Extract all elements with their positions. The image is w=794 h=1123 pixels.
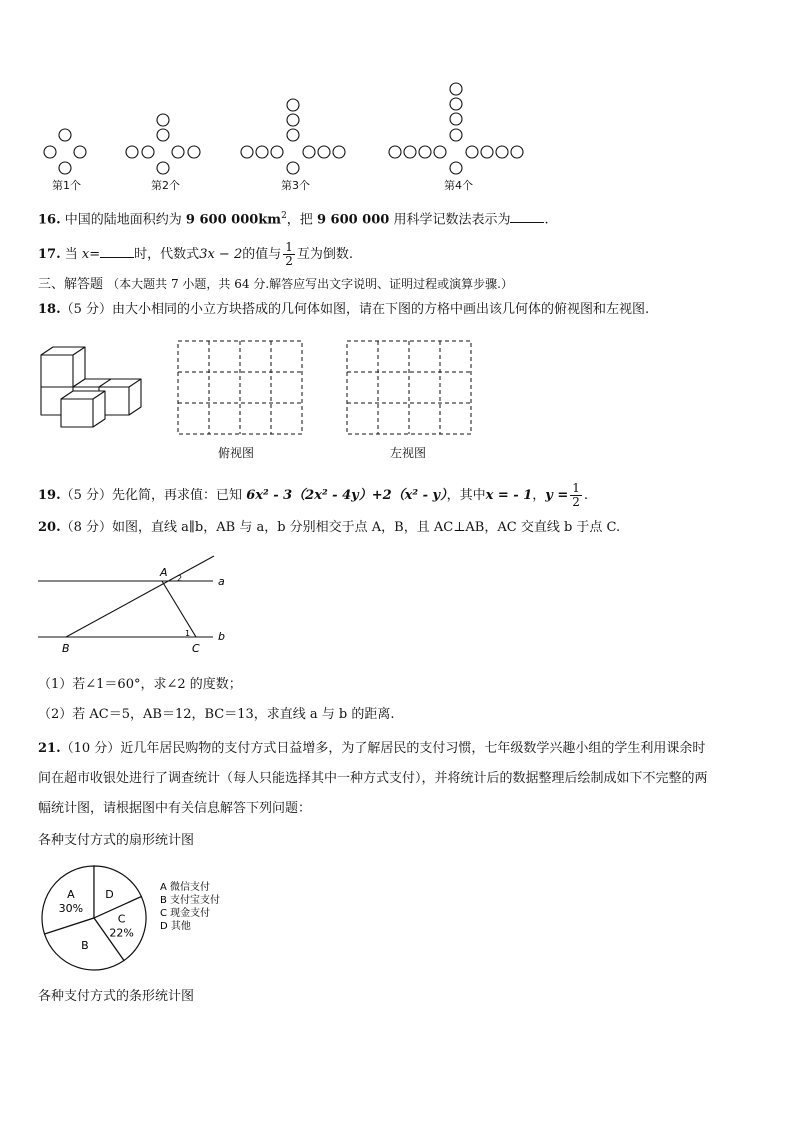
q16-sup: 2 [281,211,287,221]
q17-expr: 3x − 2 [199,247,243,262]
answer-blank[interactable] [510,210,544,223]
pie-legend-item: C 现金支付 [160,908,211,919]
section-title: 三、解答题 [38,277,104,292]
pie-chart-title: 各种支付方式的扇形统计图 [38,833,195,848]
points: （5 分） [60,302,113,317]
question-17 [38,241,353,268]
pattern-label-3: 第3个 [281,179,310,192]
points: （5 分） [60,488,113,503]
fraction: $\frac{1}{2}$ [572,481,580,509]
question-number: 18. [38,302,61,317]
question-18 [38,301,649,319]
q21-line-1: 近几年居民购物的支付方式日益增多，为了解居民的支付习惯，七年级数学兴趣小组的学生利用课余时 [120,741,706,756]
angle-1-label: 1 [185,629,191,638]
pie-legend-item: D 其他 [160,921,191,932]
left-view-label: 左视图 [390,446,427,460]
pie-slice-label-d: D [105,887,114,901]
question-number: 20. [38,520,61,535]
q17-var: x [81,247,90,262]
question-20-part-1: （1）若∠1＝60°，求∠2 的度数； [38,677,242,692]
parallel-lines-figure [38,552,238,657]
pie-chart [38,862,258,974]
pie-slice-label-b: B [81,939,89,953]
q19-cond-x: x = - 1 [485,488,533,503]
q17-text-c: 的值与 [242,247,282,262]
question-number: 16. [38,212,61,228]
pie-legend-item: B 支付宝支付 [160,895,221,906]
q17-text-b: 时，代数式 [134,247,200,262]
q21-line-3: 幅统计图，请根据图中有关信息解答下列问题： [38,801,312,816]
pie-slice-value-a: 30% [58,902,84,916]
point-a-label: A [160,566,168,579]
top-view-label: 俯视图 [218,446,255,460]
q19-text: 先化简，再求值：已知 [112,488,243,503]
q18-text: 由大小相同的小立方块搭成的几何体如图，请在下图的方格中画出该几何体的俯视图和左视图. [112,302,650,317]
q19-sep: ， [532,488,546,503]
q21-line-2: 间在超市收银处进行了调查统计（每人只能选择其中一种方式支付），并将统计后的数据整理后绘制成如下不完整的两 [38,771,708,786]
question-20-part-2: （2）若 AC＝5，AB＝12，BC＝13，求直线 a 与 b 的距离. [38,707,395,722]
q17-eq: = [89,247,101,262]
question-number: 19. [38,488,61,503]
section-header [38,275,513,294]
pie-slice-label-c: C [117,912,126,926]
pattern-label-1: 第1个 [52,179,81,192]
pattern-figures [30,78,550,193]
fraction: $\frac{1}{2}$ [285,240,293,268]
line-a-label: a [218,575,225,588]
bar-chart-title: 各种支付方式的条形统计图 [38,989,195,1004]
pattern-label-2: 第2个 [151,179,180,192]
q16-value2: 9 600 000 [316,212,390,228]
answer-blank[interactable] [100,245,134,258]
section-note: （本大题共 7 小题，共 64 分.解答应写出文字说明、证明过程或演算步骤.） [107,277,513,291]
q19-end: . [583,488,589,503]
question-16 [38,207,549,229]
q19-text-b: ，其中 [446,488,486,503]
points: （8 分） [60,520,113,535]
q19-expr: 6x² - 3（2x² - 4y）+2（x² - y） [246,488,447,503]
question-number: 21. [38,741,61,756]
line-b-label: b [218,630,225,643]
pattern-label-4: 第4个 [444,179,473,192]
q17-text-d: 互为倒数. [296,247,354,262]
q17-text: 当 [64,247,78,262]
question-21 [38,740,705,758]
q16-text: 中国的陆地面积约为 [64,212,182,228]
q16-text-c: 用科学记数法表示为 [393,212,511,228]
pie-slice-value-c: 22% [109,926,134,940]
points: （10 分） [60,741,121,756]
q16-value: 9 600 000km [185,212,282,228]
q19-cond-y: y = [545,488,569,503]
cube-solid-figure [36,343,146,428]
question-19 [38,482,588,509]
point-b-label: B [62,642,70,655]
top-view-grid[interactable] [177,340,303,436]
pie-slice-label-a: A [67,888,75,902]
q16-end: . [544,212,549,228]
q20-text: 如图，直线 a∥b，AB 与 a，b 分别相交于点 A，B，且 AC⊥AB，AC 交直线 b 于点 C. [112,520,621,535]
left-view-grid[interactable] [346,340,472,436]
point-c-label: C [192,642,200,655]
angle-2-label: 2 [177,574,183,583]
pie-legend-item: A 微信支付 [160,882,211,893]
q16-text-b: ，把 [286,212,313,228]
question-20 [38,519,620,537]
question-number: 17. [38,247,61,262]
